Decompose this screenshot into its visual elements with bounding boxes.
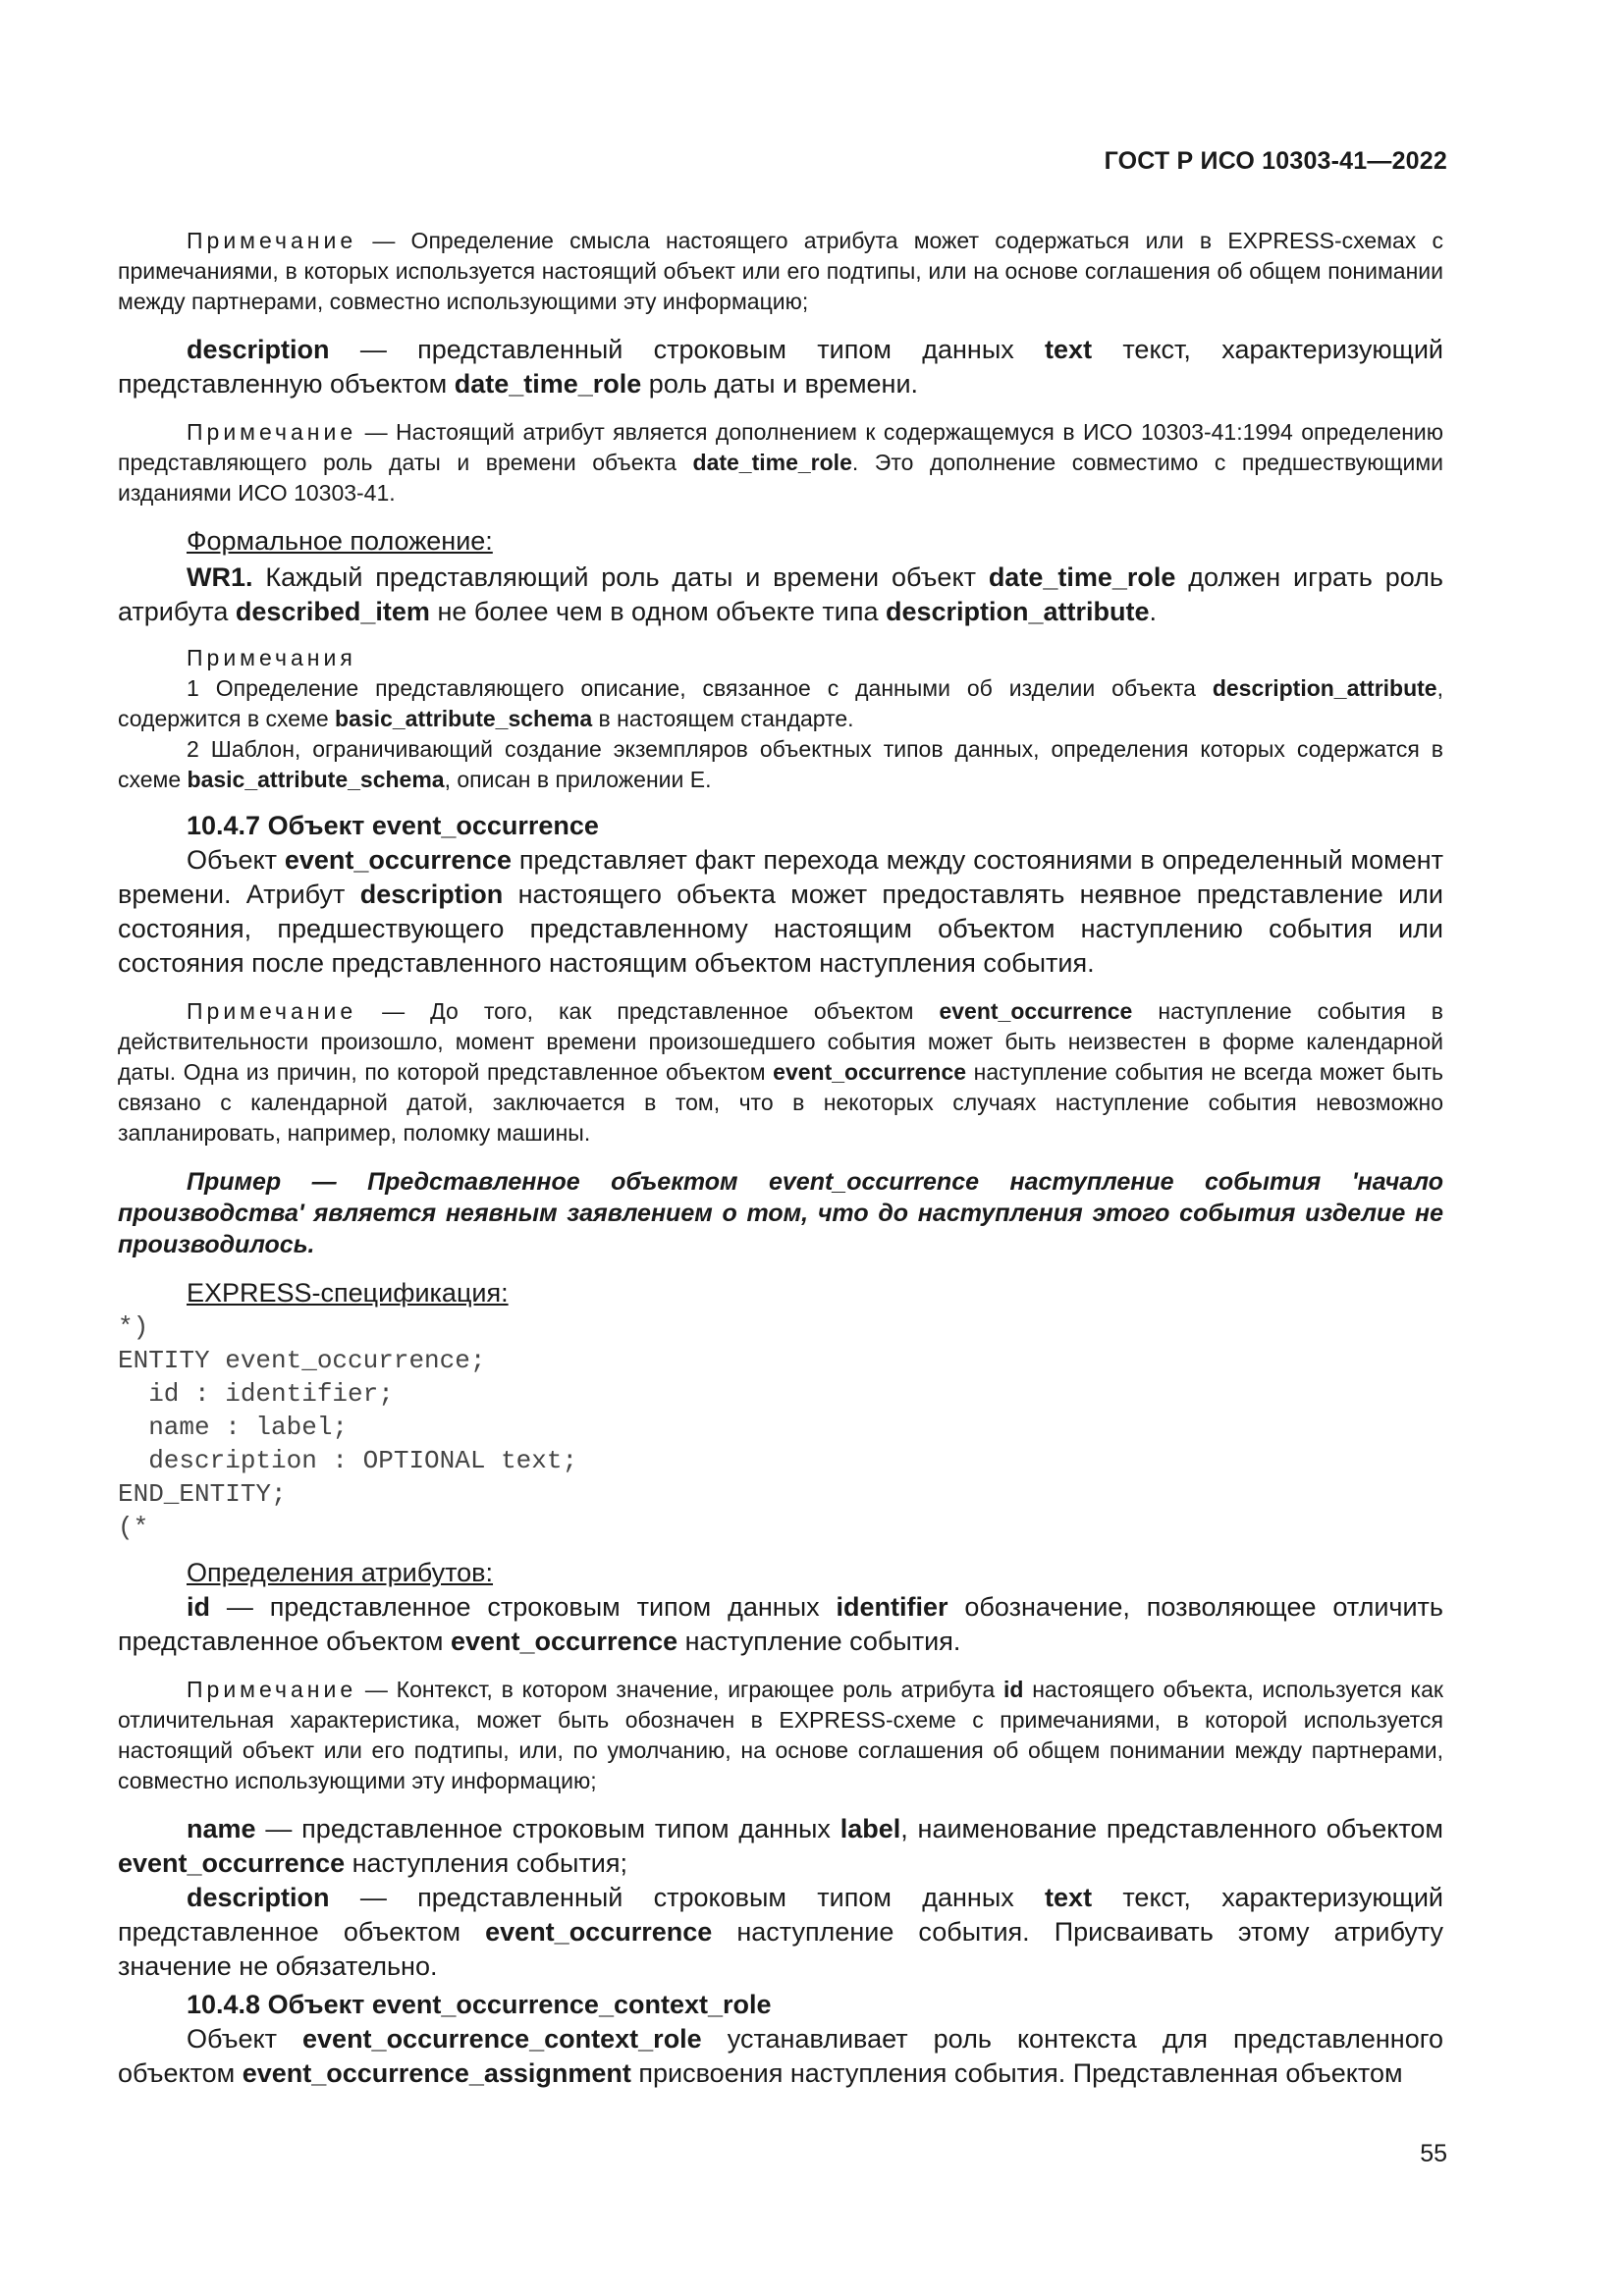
note-label: Примечание [187,1677,357,1702]
attribute-definition-description [118,333,1443,401]
note-paragraph [118,996,1443,1148]
attribute-term: id [187,1592,210,1622]
heading-text: Определения атрибутов: [187,1558,494,1587]
text-run: 2 Шаблон, ограничивающий создание экземпляров объектных типов данных, определения которых содержатся в схеме [118,736,1443,792]
entity-name: event_occurrence [118,1848,346,1878]
text-run: . Это дополнение совместимо с предшествующими изданиями ИСО 10303-41. [118,450,1443,506]
type-name: text [1045,1883,1093,1912]
entity-name: date_time_role [988,562,1176,592]
note-item-1 [118,673,1443,734]
entity-name: description_attribute [885,597,1150,626]
heading-text: EXPRESS-спецификация: [187,1278,509,1308]
text-run: — представленное строковым типом данных [210,1592,837,1622]
text-run: обозначение, позволяющее отличить представленное объектом [118,1592,1443,1656]
text-run: — представленное строковым типом данных [255,1814,840,1843]
text-run: наступление события. Присваивать этому атрибуту значение не обязательно. [118,1917,1444,1981]
text-run: в настоящем стандарте. [592,706,854,731]
entity-name: event_occurrence_context_role [302,2024,702,2054]
schema-name: basic_attribute_schema [187,767,445,792]
entity-name: described_item [235,597,430,626]
entity-name: event_occurrence [773,1059,967,1085]
formal-heading [118,524,1443,559]
text-run: роль даты и времени. [641,369,919,399]
text-run: , описан в приложении Е. [444,767,712,792]
text-run: — представленный строковым типом данных [329,335,1046,364]
text-run: текст, характеризующий представленное объектом [118,1883,1443,1947]
attribute-term: description [187,335,330,364]
type-name: identifier [836,1592,948,1622]
attribute-definition-id [118,1590,1443,1659]
entity-name: event_occurrence [450,1627,678,1656]
attribute-definition-description [118,1881,1443,1984]
note-label: Примечания [187,645,356,670]
text-run: — Настоящий атрибут является дополнением к содержащемуся в ИСО 10303-41:1994 определению представляющего роль даты и времени объекта [118,419,1443,475]
attribute-term: name [187,1814,256,1843]
text-run: текст, характеризующий представленную объектом [118,335,1443,399]
entity-name: date_time_role [454,369,642,399]
attribute-definition-name [118,1812,1443,1881]
section-body [118,843,1443,981]
text-run: настоящего объекта, используется как отличительная характеристика, может быть обозначен в EXPRESS-схеме с примечаниями, в которой используется настоящий объект или его подтипы, или, по умолчанию, на основе соглашения об общем понимании между партнерами, совместно использующими эту информацию; [118,1677,1443,1793]
text-run: . [1149,597,1158,626]
text-run: не более чем в одном объекте типа [429,597,886,626]
text-run: , наименование представленного объектом [900,1814,1443,1843]
formal-rule [118,561,1443,629]
text-run: — представленный строковым типом данных [329,1883,1046,1912]
note-label: Примечание [187,998,357,1024]
text-run: Объект [187,845,285,875]
entity-name: event_occurrence [485,1917,713,1947]
text-run: наступление события не всегда может быть связано с календарной датой, заключается в том, что в некоторых случаях наступление события невозможно запланировать, например, поломку машины. [118,1059,1443,1146]
text-run: — Контекст, в котором значение, играющее роль атрибута [356,1677,1003,1702]
heading-text: Формальное положение: [187,526,493,556]
text-run: наступление события в действительности произошло, момент времени произошедшего события может быть неизвестен в форме календарной даты. Одна из причин, по которой представленное объектом [118,998,1444,1085]
text-run: представляет факт перехода между состояниями в определенный момент времени. Атрибут [118,845,1443,909]
text-run: — До того, как представленное объектом [356,998,940,1024]
schema-name: basic_attribute_schema [335,706,593,731]
express-heading [118,1276,1443,1310]
entity-name: event_occurrence_assignment [242,2058,631,2088]
attribute-term: description [187,1883,330,1912]
section-heading-10-4-8: 10.4.8 Объект event_occurrence_context_role [187,1990,772,2019]
type-name: text [1045,335,1093,364]
text-run: настоящего объекта может предоставлять неявное представление или состояния, предшествующего представленному настоящим объектом наступлению события или состояния после представленного настоящим объектом наступления события. [118,880,1443,978]
attribute-name: description [359,880,504,909]
text-run: Объект [187,2024,303,2054]
text-run: 1 Определение представляющего описание, связанное с данными об изделии объекта [187,675,1213,701]
type-name: label [839,1814,901,1843]
entity-name: event_occurrence [939,998,1133,1024]
note-paragraph [118,226,1443,317]
section-heading-10-4-7: 10.4.7 Объект event_occurrence [187,811,599,840]
text-run: наступления события; [345,1848,627,1878]
example-paragraph: Пример — Представленное объектом event_occurrence наступление события 'начало производства' является неявным заявлением о том, что до наступления этого события изделие не производилось. [118,1168,1443,1258]
notes-label [118,643,1443,673]
text-run: должен играть роль атрибута [118,562,1443,626]
page-content [118,226,1443,2091]
text-run: присвоения наступления события. Представленная объектом [630,2058,1403,2088]
note-paragraph [118,1675,1443,1796]
rule-label: WR1. [187,562,253,592]
attribute-name: id [1002,1677,1024,1702]
section-body [118,2022,1443,2091]
note-text: — Определение смысла настоящего атрибута может содержаться или в EXPRESS-схемах с примечаниями, в которых используется настоящий объект или его подтипы, или на основе соглашения об общем понимании между партнерами, совместно использующими эту информацию; [118,228,1443,314]
attributes-heading [118,1556,1443,1590]
note-label: Примечание [187,228,357,253]
entity-name: date_time_role [692,450,852,475]
text-run: устанавливает роль контекста для представленного объектом [118,2024,1444,2088]
express-code-block: *) ENTITY event_occurrence; id : identifier; name : label; description : OPTIONAL text; END_ENTITY; (* [118,1312,578,1542]
document-header: ГОСТ Р ИСО 10303-41—2022 [1104,147,1447,175]
entity-name: description_attribute [1212,675,1437,701]
note-item-2 [118,734,1443,795]
note-label: Примечание [187,419,357,445]
entity-name: event_occurrence [284,845,512,875]
text-run: , содержится в схеме [118,675,1443,731]
text-run: Каждый представляющий роль даты и времени объект [252,562,989,592]
page-number: 55 [1420,2140,1447,2167]
text-run: наступление события. [677,1627,961,1656]
note-paragraph [118,417,1443,508]
